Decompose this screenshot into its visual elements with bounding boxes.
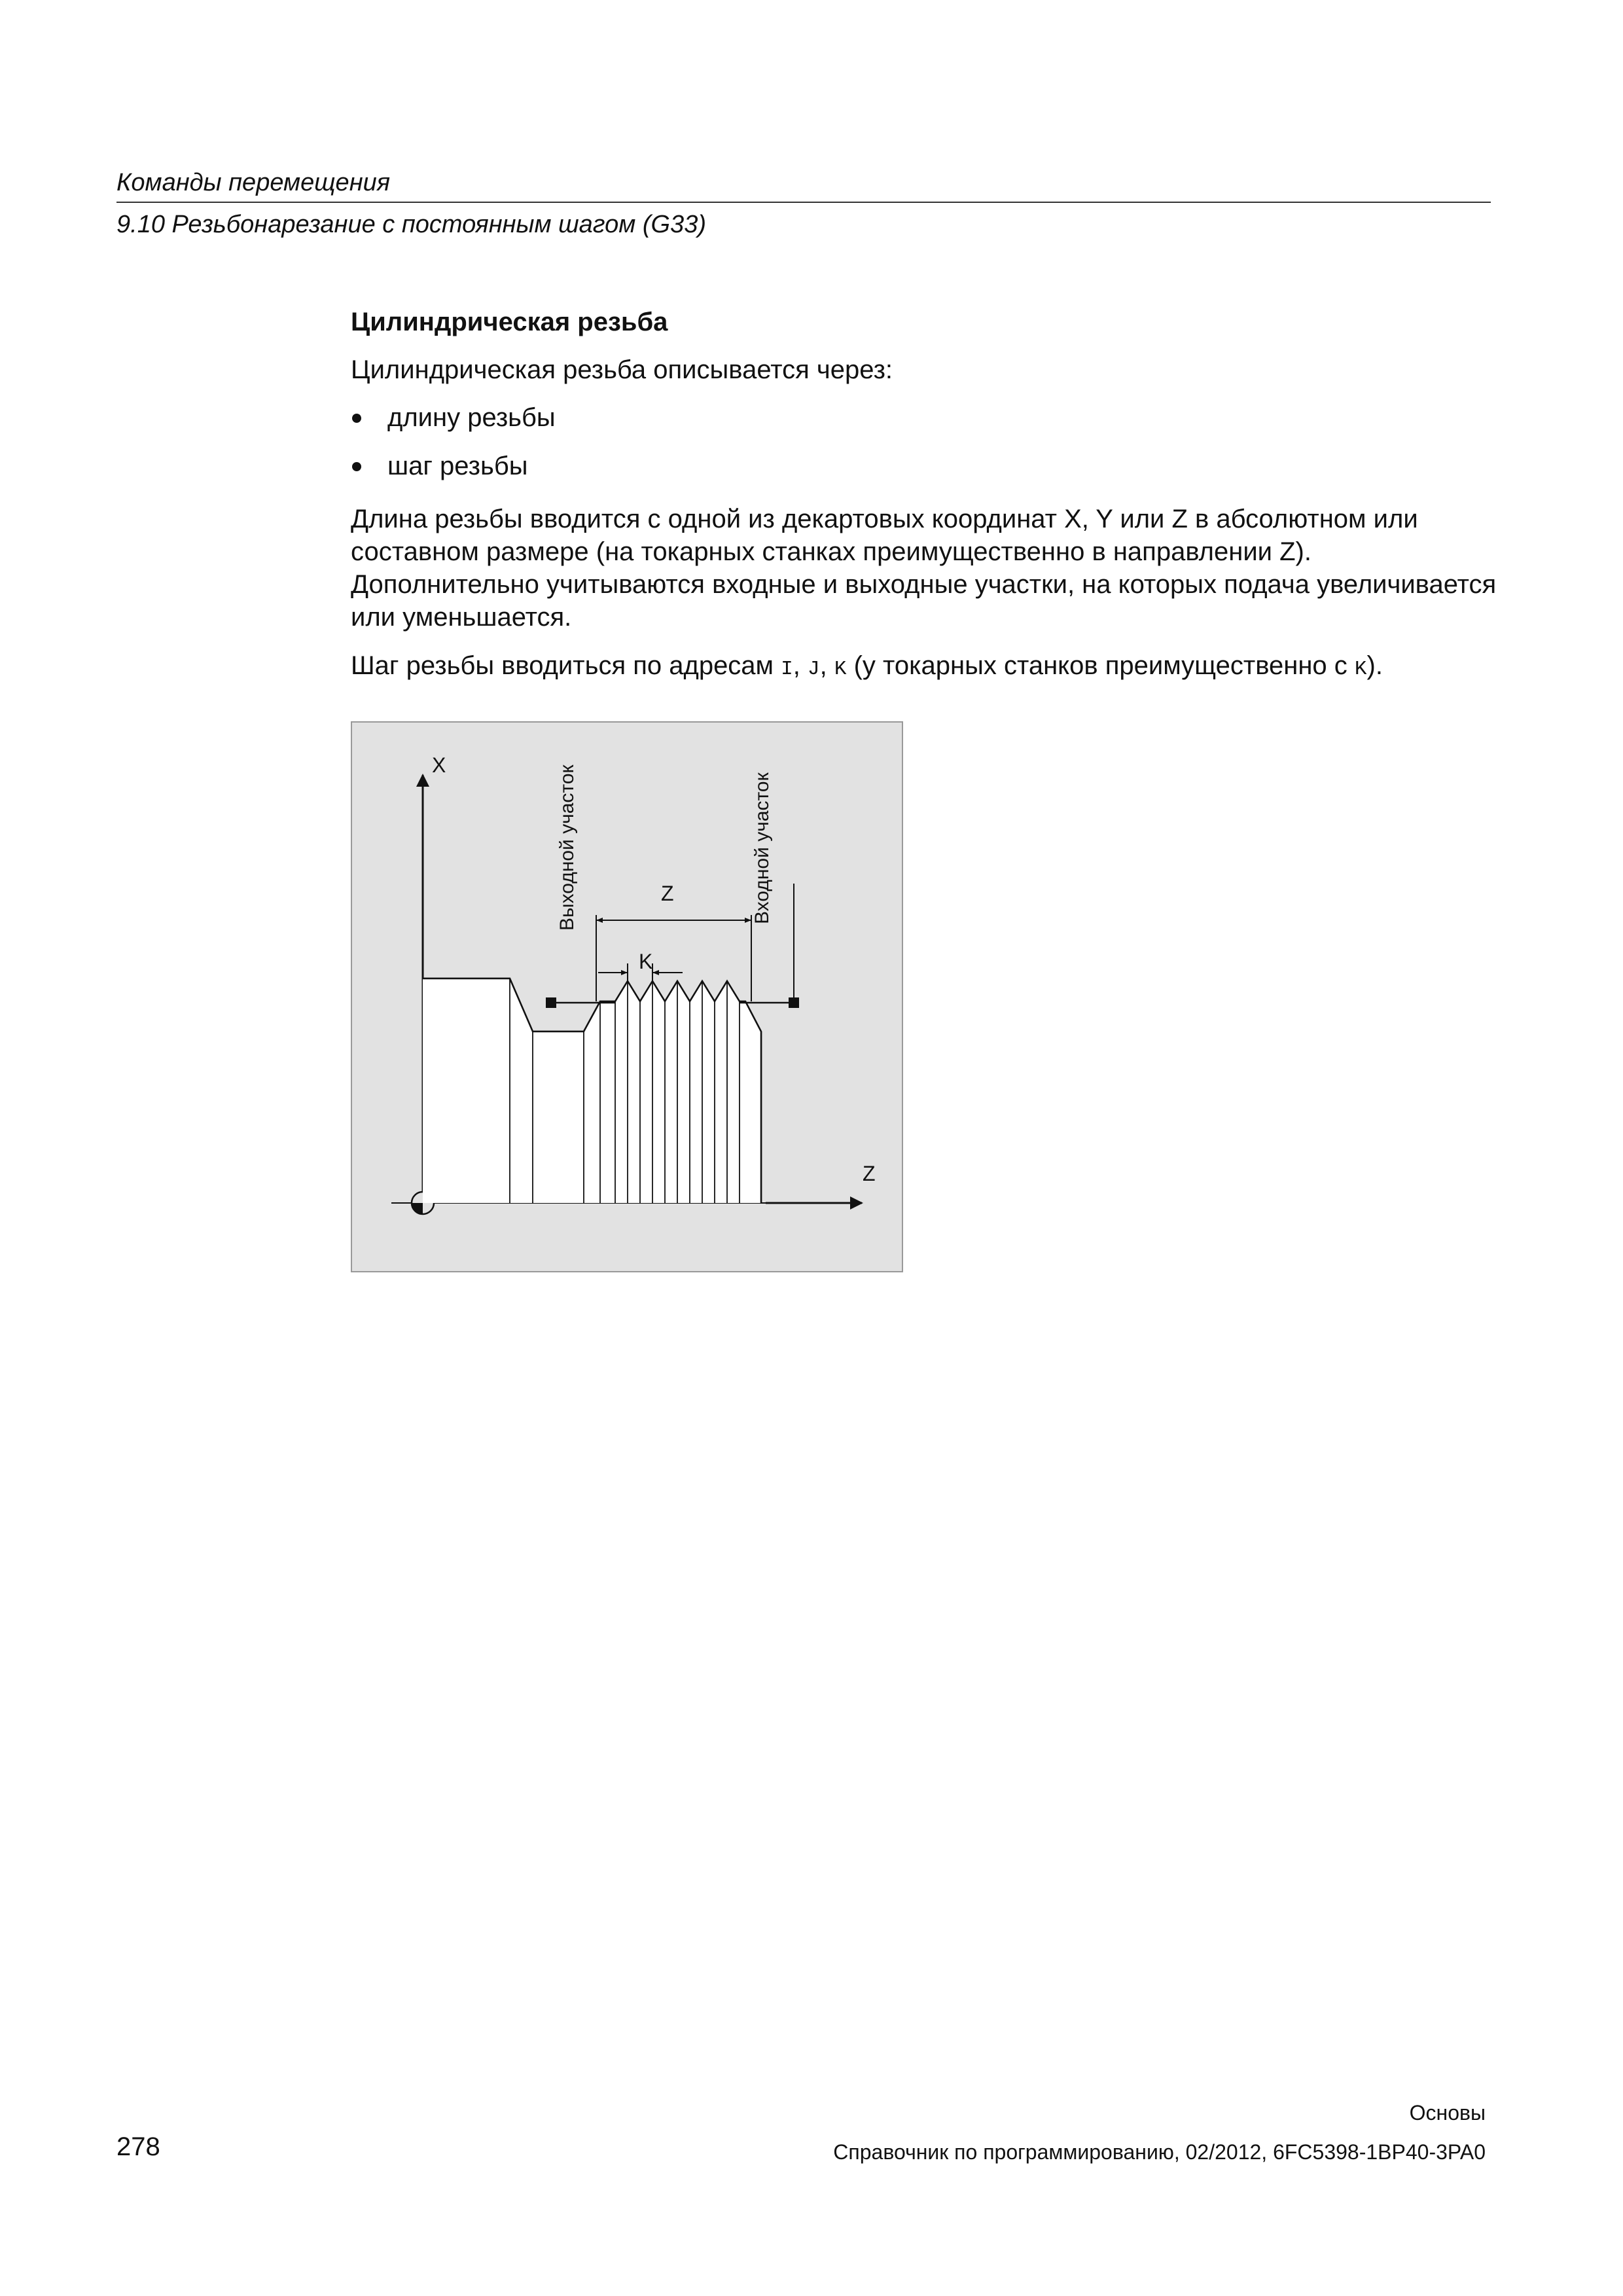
code-address: K (834, 658, 847, 681)
pitch-label: K (639, 950, 653, 973)
runin-label: Входной участок (751, 772, 773, 924)
bullet-item (351, 403, 556, 433)
bullet-item (351, 452, 528, 481)
code-address: I (781, 658, 793, 681)
paragraph-pitch (351, 649, 1503, 686)
page-number: 278 (116, 2132, 160, 2161)
footer-book: Основы (1409, 2101, 1486, 2125)
runout-marker (546, 997, 556, 1008)
text-span: , (793, 651, 808, 680)
section-title: Цилиндрическая резьба (351, 308, 668, 336)
text-span: Шаг резьбы вводиться по адресам (351, 651, 781, 680)
runin-marker (789, 997, 799, 1008)
code-address: J (808, 658, 820, 681)
bullet-text: шаг резьбы (387, 452, 528, 480)
intro-text: Цилиндрическая резьба описывается через: (351, 355, 893, 384)
paragraph-length: Длина резьбы вводится с одной из декартовых координат X, Y или Z в абсолютном или составном размере (на токарных станках преимущественно в направлении Z). Дополнительно учитываются входные и выходные участки, на которых подача увеличивается или уменьшается. (351, 505, 1497, 632)
footer-reference: Справочник по программированию, 02/2012, 6FC5398-1BP40-3PA0 (833, 2140, 1486, 2164)
text-span: (у токарных станков преимущественно с (846, 651, 1355, 680)
text-span: , (819, 651, 834, 680)
bullet-icon (352, 414, 361, 423)
code-address: K (1354, 658, 1367, 681)
x-axis-label: X (432, 753, 446, 777)
thread-diagram (351, 721, 903, 1272)
bullet-text: длину резьбы (387, 403, 556, 432)
z-axis-label: Z (863, 1162, 876, 1185)
length-label: Z (661, 882, 674, 905)
bullet-icon (352, 462, 361, 471)
text-span: ). (1366, 651, 1383, 680)
header-rule (116, 202, 1491, 203)
chapter-header: Команды перемещения (116, 169, 391, 196)
section-header: 9.10 Резьбонарезание с постоянным шагом (G33) (116, 211, 706, 238)
runout-label: Выходной участок (556, 764, 578, 931)
